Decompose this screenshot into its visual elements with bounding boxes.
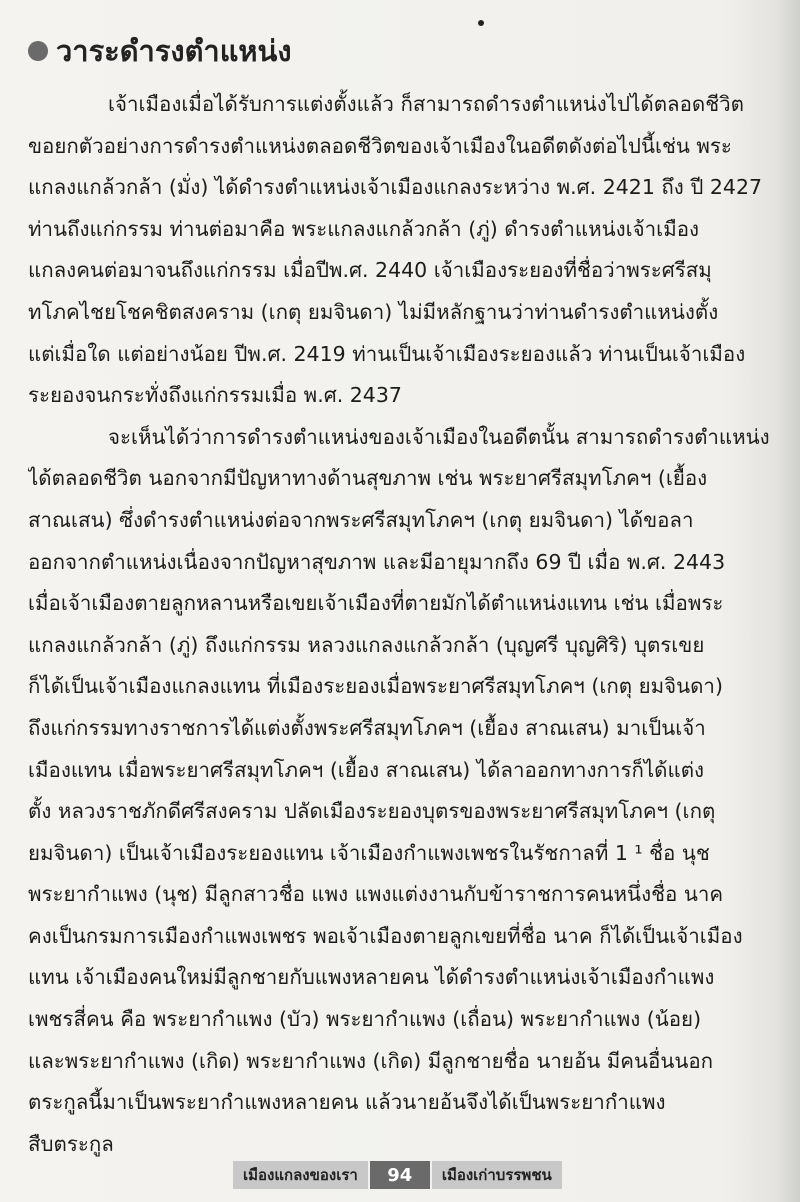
text-line: เจ้าเมืองเมื่อได้รับการแต่งตั้งแล้ว ก็สามารถดำรงตำแหน่งไปได้ตลอดชีวิต (108, 92, 744, 116)
text-line: จะเห็นได้ว่าการดำรงตำแหน่งของเจ้าเมืองในอดีตนั้น สามารถดำรงตำแหน่ง (108, 424, 770, 449)
text-line: ตั้ง หลวงราชภักดีศรีสงคราม ปลัดเมืองระยองบุตรของพระยาศรีสมุทโภคฯ (เกตุ (28, 799, 716, 824)
text-line: แทน เจ้าเมืองคนใหม่มีลูกชายกับแพงหลายคน ได้ดำรงตำแหน่งเจ้าเมืองกำแพง (28, 965, 715, 990)
footer-chapter-title: เมืองเก่าบรรพชน (430, 1161, 562, 1189)
page-number: 94 (370, 1161, 430, 1189)
text-line: แต่เมื่อใด แต่อย่างน้อย ปีพ.ศ. 2419 ท่านเป็นเจ้าเมืองระยองแล้ว ท่านเป็นเจ้าเมือง (28, 341, 746, 366)
text-line: พระยากำแพง (นุช) มีลูกสาวชื่อ แพง แพงแต่งงานกับข้าราชการคนหนึ่งชื่อ นาค (28, 882, 724, 907)
bullet-circle-icon (28, 41, 48, 61)
ink-dot (478, 20, 484, 26)
text-line: เพชรสี่คน คือ พระยากำแพง (บัว) พระยากำแพง (เถื่อน) พระยากำแพง (น้อย) (28, 1007, 702, 1032)
body-text (28, 84, 770, 1165)
text-line: แกลงแกล้วกล้า (มั่ง) ได้ดำรงตำแหน่งเจ้าเมืองแกลงระหว่าง พ.ศ. 2421 ถึง ปี 2427 (28, 175, 763, 200)
text-line: เมืองแทน เมื่อพระยาศรีสมุทโภคฯ (เยื้อง สาณเสน) ได้ลาออกทางการก็ได้แต่ง (28, 757, 705, 782)
text-line: และพระยากำแพง (เกิด) พระยากำแพง (เกิด) มีลูกชายชื่อ นายอ้น มีคนอื่นนอก (28, 1048, 714, 1073)
text-line: ตระกูลนี้มาเป็นพระยากำแพงหลายคน แล้วนายอ้นจึงได้เป็นพระยากำแพง (28, 1090, 666, 1115)
text-line: ถึงแก่กรรมทางราชการได้แต่งตั้งพระศรีสมุทโภคฯ (เยื้อง สาณเสน) มาเป็นเจ้า (28, 715, 706, 740)
section-heading-text: วาระดำรงตำแหน่ง (56, 34, 292, 68)
text-line: ก็ได้เป็นเจ้าเมืองแกลงแทน ที่เมืองระยองเมื่อพระยาศรีสมุทโภคฯ (เกตุ ยมจินดา) (28, 674, 723, 699)
text-line: ได้ตลอดชีวิต นอกจากมีปัญหาทางด้านสุขภาพ เช่น พระยาศรีสมุทโภคฯ (เยื้อง (28, 466, 708, 491)
text-line: แกลงแกล้วกล้า (ภู่) ถึงแก่กรรม หลวงแกลงแกล้วกล้า (บุญศรี บุญศิริ) บุตรเขย (28, 632, 705, 657)
text-line: เมื่อเจ้าเมืองตายลูกหลานหรือเขยเจ้าเมืองที่ตายมักได้ตำแหน่งแทน เช่น เมื่อพระ (28, 591, 724, 616)
text-line: แกลงคนต่อมาจนถึงแก่กรรม เมื่อปีพ.ศ. 2440 เจ้าเมืองระยองที่ชื่อว่าพระศรีสมุ (28, 258, 712, 283)
text-line: ท่านถึงแก่กรรม ท่านต่อมาคือ พระแกลงแกล้วกล้า (ภู่) ดำรงตำแหน่งเจ้าเมือง (28, 216, 700, 241)
text-line: ขอยกตัวอย่างการดำรงตำแหน่งตลอดชีวิตของเจ้าเมืองในอดีตดังต่อไปนี้เช่น พระ (28, 133, 732, 158)
text-line: ออกจากตำแหน่งเนื่องจากปัญหาสุขภาพ และมีอายุมากถึง 69 ปี เมื่อ พ.ศ. 2443 (28, 549, 726, 574)
text-line: สืบตระกูล (28, 1131, 114, 1156)
footer-book-title: เมืองแกลงของเรา (233, 1161, 370, 1189)
text-line: ทโภคไชยโชคชิตสงคราม (เกตุ ยมจินดา) ไม่มีหลักฐานว่าท่านดำรงตำแหน่งตั้ง (28, 299, 719, 324)
text-line: คงเป็นกรมการเมืองกำแพงเพชร พอเจ้าเมืองตายลูกเขยที่ชื่อ นาค ก็ได้เป็นเจ้าเมือง (28, 923, 743, 948)
text-line: สาณเสน) ซึ่งดำรงตำแหน่งต่อจากพระศรีสมุทโภคฯ (เกตุ ยมจินดา) ได้ขอลา (28, 507, 694, 532)
text-line: ระยองจนกระทั่งถึงแก่กรรมเมื่อ พ.ศ. 2437 (28, 383, 402, 408)
section-heading (28, 28, 291, 74)
text-line: ยมจินดา) เป็นเจ้าเมืองระยองแทน เจ้าเมืองกำแพงเพชรในรัชกาลที่ 1 ¹ ชื่อ นุช (28, 840, 710, 865)
page-footer (233, 1161, 562, 1189)
